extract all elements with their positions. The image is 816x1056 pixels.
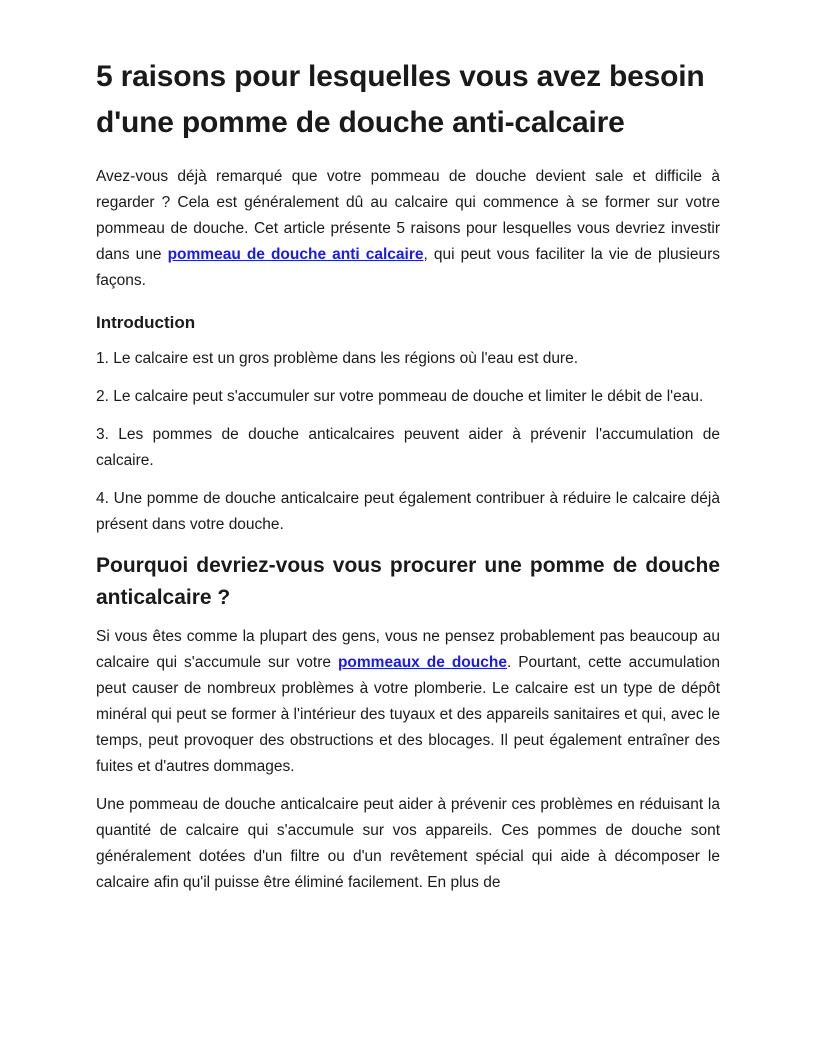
paragraph-text-after: . Pourtant, cette accumulation peut causer de nombreux problèmes à votre plomberie. Le calcaire est un type de dépôt minéral qui peut se former à l'intérieur des tuyaux et des appareils sanitaires et qui, avec le temps, peut provoquer des obstructions et des blocages. Il peut également entraîner des fuites et d'autres dommages.	[96, 654, 720, 775]
intro-text-before: Avez-vous déjà remarqué que votre pommeau de douche devient sale et difficile à regarder ? Cela est généralement dû au calcaire qui commence à se former sur votre pommeau de douche. Cet article présente 5 raisons pour lesquelles vous devriez investir dans une	[96, 168, 720, 263]
body-paragraph: Une pommeau de douche anticalcaire peut aider à prévenir ces problèmes en réduisant la quantité de calcaire qui s'accumule sur vos appareils. Ces pommes de douche sont généralement dotées d'un filtre ou d'un revêtement spécial qui aide à décomposer le calcaire afin qu'il puisse être éliminé facilement. En plus de	[96, 796, 720, 891]
intro-paragraph	[96, 164, 720, 294]
list-item: 4. Une pomme de douche anticalcaire peut également contribuer à réduire le calcaire déjà présent dans votre douche.	[96, 490, 720, 533]
pommeaux-de-douche-link[interactable]: pommeaux de douche	[337, 654, 507, 671]
list-item: 3. Les pommes de douche anticalcaires peuvent aider à prévenir l'accumulation de calcaire.	[96, 426, 720, 469]
anti-calcaire-link[interactable]: pommeau de douche anti calcaire	[167, 246, 424, 263]
intro-text-after: , qui peut vous faciliter la vie de plusieurs façons.	[96, 246, 720, 289]
reasons-list	[96, 346, 720, 538]
page-title: 5 raisons pour lesquelles vous avez besoin d'une pomme de douche anti-calcaire	[96, 60, 705, 139]
body-paragraph	[96, 624, 720, 780]
section-heading-introduction: Introduction	[96, 313, 196, 332]
section-heading-pourquoi: Pourquoi devriez-vous vous procurer une pomme de douche anticalcaire ?	[96, 554, 720, 609]
list-item: 2. Le calcaire peut s'accumuler sur votre pommeau de douche et limiter le débit de l'eau.	[96, 388, 704, 405]
list-item: 1. Le calcaire est un gros problème dans les régions où l'eau est dure.	[96, 350, 579, 367]
paragraph-text-before: Si vous êtes comme la plupart des gens, vous ne pensez probablement pas beaucoup au calcaire qui s'accumule sur votre	[96, 628, 720, 671]
